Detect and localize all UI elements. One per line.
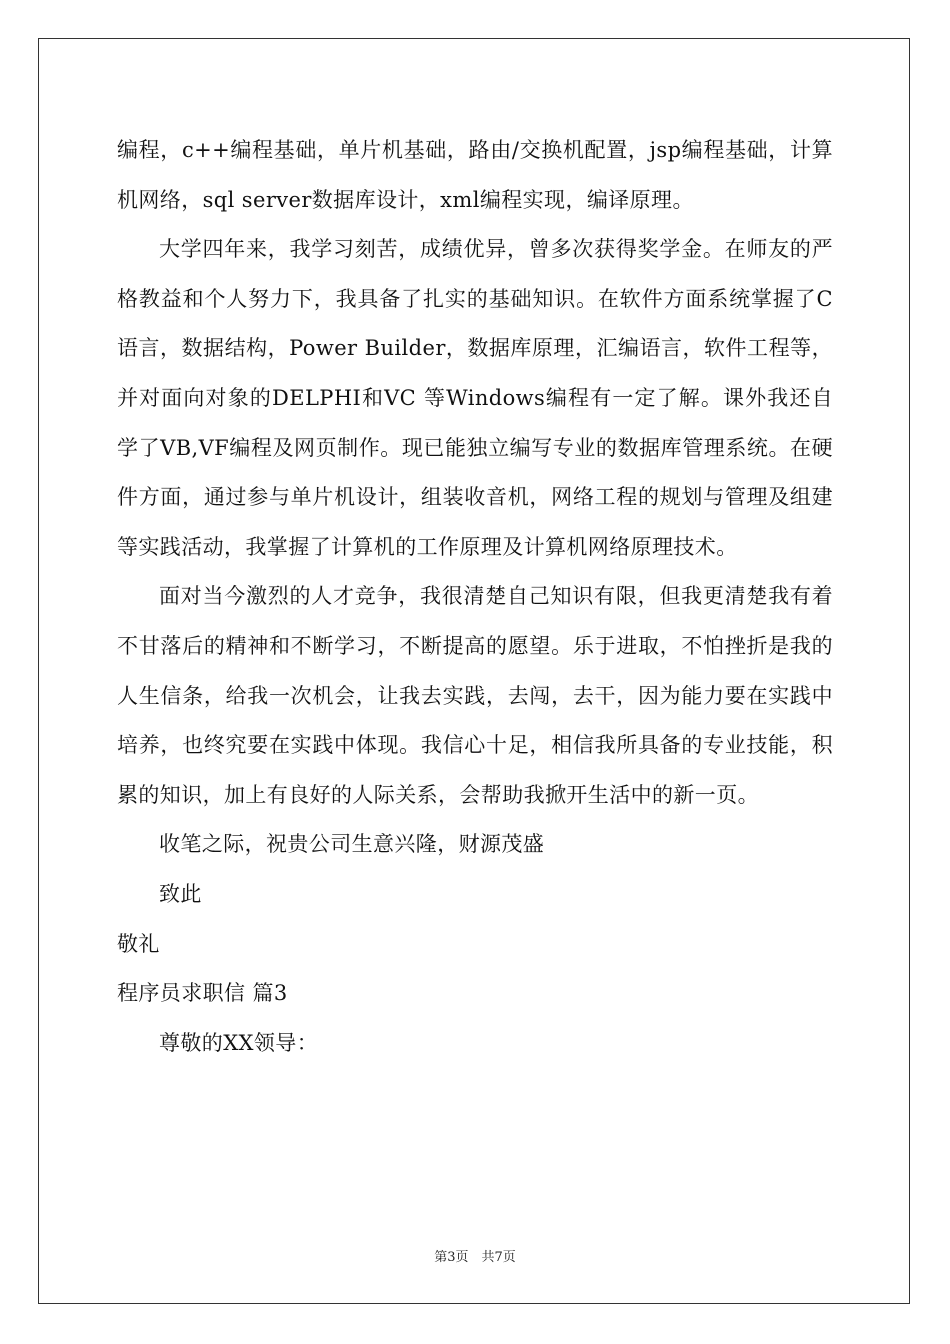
- paragraph-closing-wish: 收笔之际，祝贵公司生意兴隆，财源茂盛: [159, 832, 545, 857]
- section-heading: 程序员求职信 篇3: [117, 981, 288, 1006]
- paragraph-motivation: 面对当今激烈的人才竞争，我很清楚自己知识有限，但我更清楚我有着不甘落后的精神和不断学习，不断提高的愿望。乐于进取，不怕挫折是我的人生信条，给我一次机会，让我去实践，去闯，去干，因为能力要在实践中培养，也终究要在实践中体现。我信心十足，相信我所具备的专业技能，积累的知识，加上有良好的人际关系，会帮助我掀开生活中的新一页。: [117, 584, 833, 807]
- paragraph-greeting: 尊敬的XX领导：: [159, 1030, 319, 1055]
- paragraph-salutation-zhici: 致此: [159, 881, 202, 906]
- document-body: [117, 126, 833, 1068]
- paragraph-salutation-jingli: 敬礼: [117, 931, 160, 956]
- paragraph-courses-continued: 编程，c++编程基础，单片机基础，路由/交换机配置，jsp编程基础，计算机网络，sql server数据库设计，xml编程实现，编译原理。: [117, 138, 833, 212]
- page-number-footer: 第3页 共7页: [434, 1250, 516, 1265]
- paragraph-study-experience: 大学四年来，我学习刻苦，成绩优异，曾多次获得奖学金。在师友的严格教益和个人努力下，我具备了扎实的基础知识。在软件方面系统掌握了C语言，数据结构，Power Builder，数据库原理，汇编语言，软件工程等，并对面向对象的DELPHI和VC 等Windows编程有一定了解。课外我还自学了VB,VF编程及网页制作。现已能独立编写专业的数据库管理系统。在硬件方面，通过参与单片机设计，组装收音机，网络工程的规划与管理及组建等实践活动，我掌握了计算机的工作原理及计算机网络原理技术。: [117, 237, 833, 559]
